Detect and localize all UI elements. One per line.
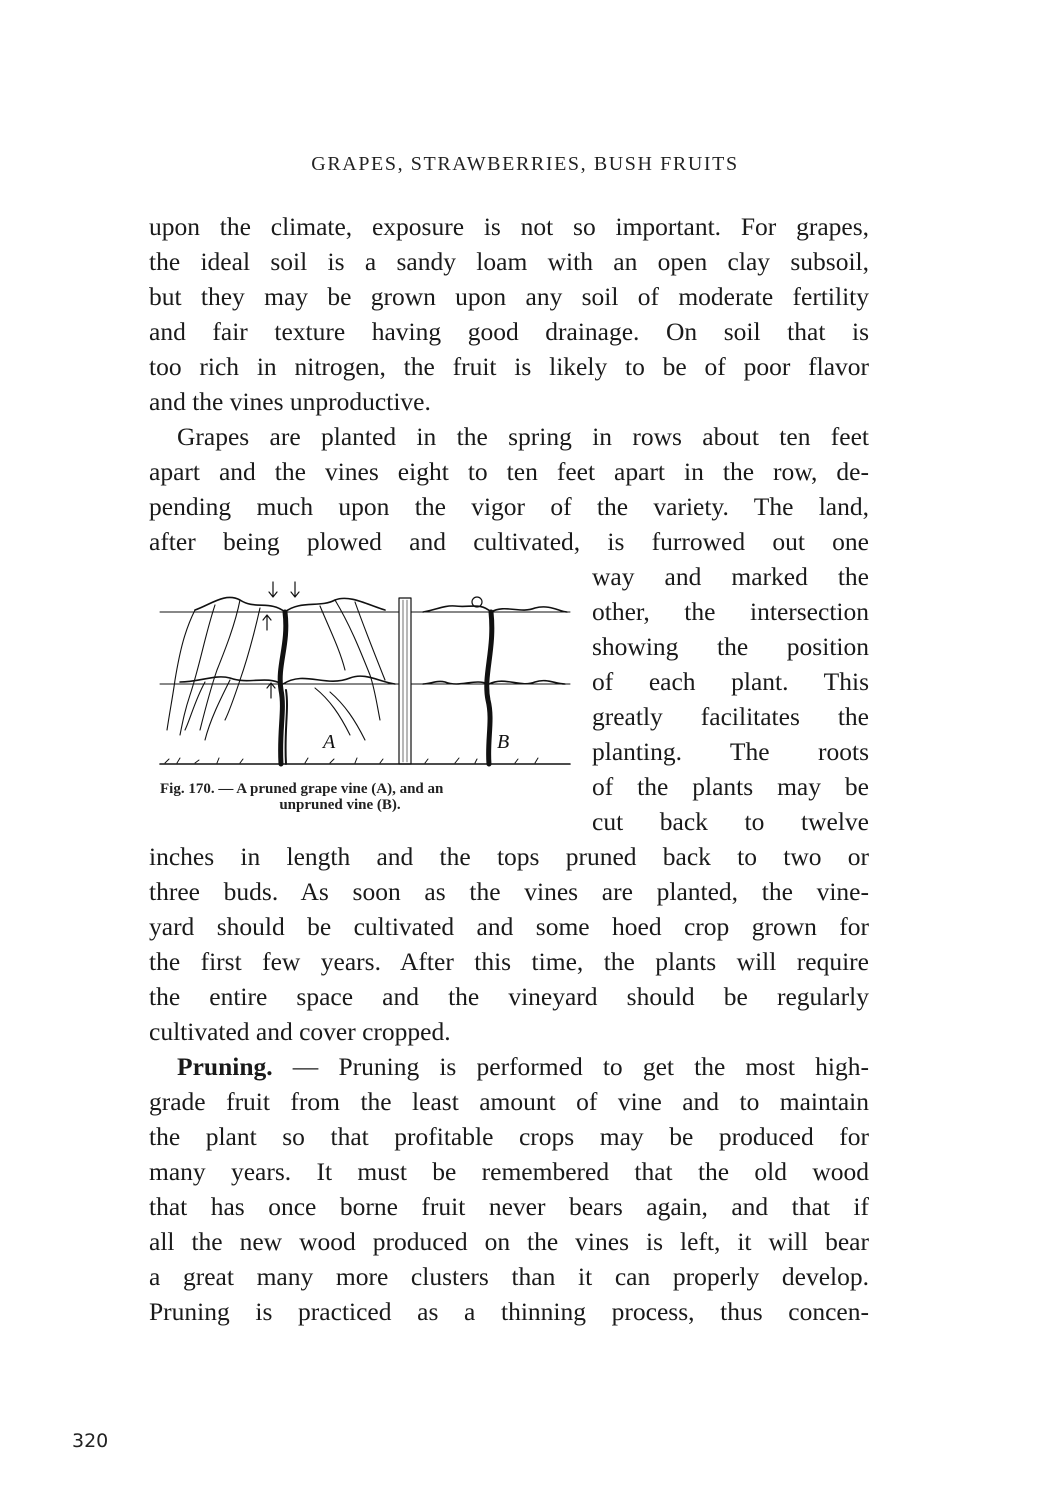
wrap-line: way and marked the	[592, 562, 869, 591]
body-line: that has once borne fruit never bears again, and that if	[149, 1192, 869, 1221]
body-line: three buds. As soon as the vines are planted, the vine-	[149, 877, 869, 906]
page-number: 320	[72, 1430, 109, 1452]
wrap-line: other, the intersection	[592, 597, 869, 626]
grape-vine-illustration	[155, 570, 575, 775]
vine-a-label: A	[323, 731, 336, 753]
body-line: too rich in nitrogen, the fruit is likely to be of poor flavor	[149, 352, 869, 381]
body-line: inches in length and the tops pruned back to two or	[149, 842, 869, 871]
wrap-line: showing the position	[592, 632, 869, 661]
body-line: the plant so that profitable crops may be produced for	[149, 1122, 869, 1151]
body-line: all the new wood produced on the vines is left, it will bear	[149, 1227, 869, 1256]
wrap-line: cut back to twelve	[592, 807, 869, 836]
pruning-heading: Pruning.	[177, 1052, 273, 1081]
body-line: the first few years. After this time, the plants will require	[149, 947, 869, 976]
body-line: cultivated and cover cropped.	[149, 1017, 451, 1046]
figure-caption	[160, 781, 560, 813]
pruning-first-line	[149, 1049, 869, 1084]
body-line: after being plowed and cultivated, is furrowed out one	[149, 527, 869, 556]
body-line: and fair texture having good drainage. On soil that is	[149, 317, 869, 346]
vine-b-label: B	[497, 731, 510, 753]
body-line: yard should be cultivated and some hoed crop grown for	[149, 912, 869, 941]
body-line: but they may be grown upon any soil of moderate fertility	[149, 282, 869, 311]
caption-line: Fig. 170. — A pruned grape vine (A), and an	[160, 781, 444, 797]
body-line: Grapes are planted in the spring in rows about ten feet	[177, 422, 869, 451]
wrap-line: greatly facilitates the	[592, 702, 869, 731]
body-line: the entire space and the vineyard should be regularly	[149, 982, 869, 1011]
wrap-line: of each plant. This	[592, 667, 869, 696]
body-line: the ideal soil is a sandy loam with an open clay subsoil,	[149, 247, 869, 276]
body-line: grade fruit from the least amount of vine and to maintain	[149, 1087, 869, 1116]
body-line: Pruning is practiced as a thinning process, thus concen-	[149, 1297, 869, 1326]
body-line: pending much upon the vigor of the variety. The land,	[149, 492, 869, 521]
body-line: many years. It must be remembered that the old wood	[149, 1157, 869, 1186]
wrap-line: of the plants may be	[592, 772, 869, 801]
wrap-line: planting. The roots	[592, 737, 869, 766]
body-line: apart and the vines eight to ten feet apart in the row, de-	[149, 457, 869, 486]
body-line: upon the climate, exposure is not so important. For grapes,	[149, 212, 869, 241]
caption-line: unpruned vine (B).	[279, 797, 401, 813]
running-head: GRAPES, STRAWBERRIES, BUSH FRUITS	[311, 153, 739, 175]
body-line: a great many more clusters than it can properly develop.	[149, 1262, 869, 1291]
body-line: and the vines unproductive.	[149, 387, 431, 416]
pruning-first-line-text: — Pruning is performed to get the most high-	[272, 1052, 869, 1081]
